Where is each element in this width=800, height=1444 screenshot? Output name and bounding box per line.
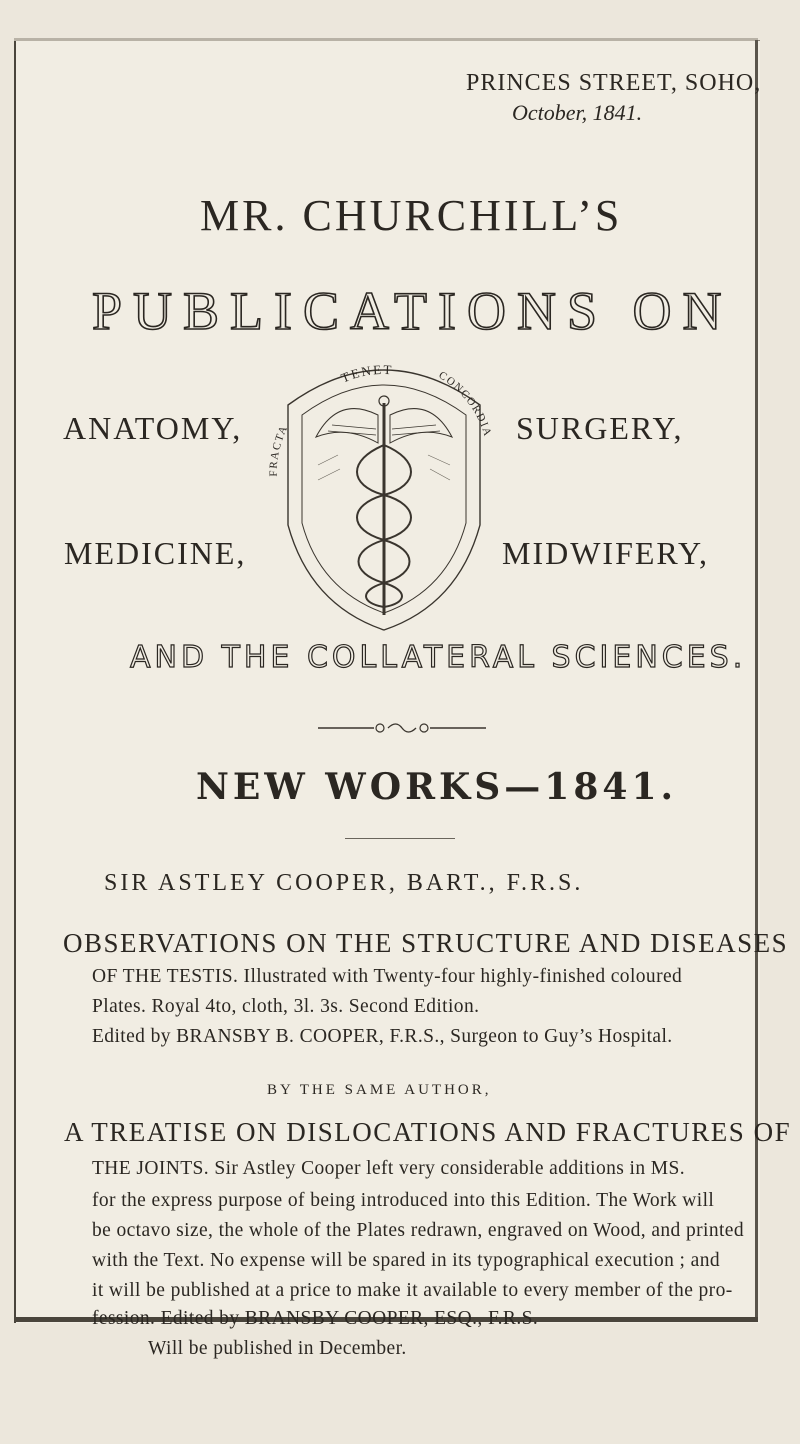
section-title: NEW WORKS—1841. — [196, 766, 678, 808]
svg-text:FRACTA — [268, 423, 291, 477]
emblem-motto-left: FRACTA — [267, 422, 291, 477]
imprint-date: October, 1841. — [512, 100, 643, 125]
work-1-line: Edited by BRANSBY B. COOPER, F.R.S., Surgeon to Guy’s Hospital. — [92, 1026, 673, 1047]
work-2-line: be octavo size, the whole of the Plates redrawn, engraved on Wood, and printed — [92, 1220, 744, 1241]
subject-surgery: SURGERY, — [516, 410, 684, 446]
work-2-line: Will be published in December. — [148, 1338, 407, 1359]
work-1-line: Plates. Royal 4to, cloth, 3l. 3s. Second Edition. — [92, 996, 480, 1017]
emblem-motto-top: TENET — [338, 361, 394, 386]
section-rule — [345, 838, 455, 839]
work-2-line: with the Text. No expense will be spared in its typographical execution ; and — [92, 1250, 721, 1271]
publisher-heading: MR. CHURCHILL’S — [200, 191, 623, 240]
work-2-title: A TREATISE ON DISLOCATIONS AND FRACTURES OF — [64, 1117, 792, 1147]
work-2-line: for the express purpose of being introduced into this Edition. The Work will — [92, 1190, 715, 1211]
caduceus-emblem-icon — [258, 345, 510, 645]
work-2-line: it will be published at a price to make it available to every member of the pro- — [92, 1280, 733, 1301]
work-2-line: fession. Edited by BRANSBY COOPER, ESQ., F.R.S. — [92, 1308, 539, 1329]
emblem-motto-right: CONCORDIA — [436, 369, 494, 439]
svg-text:CONCORDIA — [436, 369, 493, 438]
subject-anatomy: ANATOMY, — [63, 410, 243, 446]
work-2-author: BY THE SAME AUTHOR, — [267, 1082, 492, 1098]
collateral-sciences-heading: AND THE COLLATERAL SCIENCES. — [130, 640, 747, 675]
subject-medicine: MEDICINE, — [64, 535, 247, 571]
work-1-line: OF THE TESTIS. Illustrated with Twenty-four highly-finished coloured — [92, 966, 683, 987]
work-1-title: OBSERVATIONS ON THE STRUCTURE AND DISEASES — [63, 928, 789, 958]
ornamental-divider-icon — [318, 720, 486, 736]
work-2-line: THE JOINTS. Sir Astley Cooper left very considerable additions in MS. — [92, 1158, 686, 1179]
imprint-address: PRINCES STREET, SOHO, — [466, 70, 762, 96]
publications-heading: PUBLICATIONS ON — [92, 281, 733, 341]
subject-midwifery: MIDWIFERY, — [502, 535, 709, 571]
page-edge-top — [14, 38, 758, 41]
work-1-author: SIR ASTLEY COOPER, BART., F.R.S. — [104, 870, 584, 896]
svg-text:TENET — [339, 362, 394, 386]
